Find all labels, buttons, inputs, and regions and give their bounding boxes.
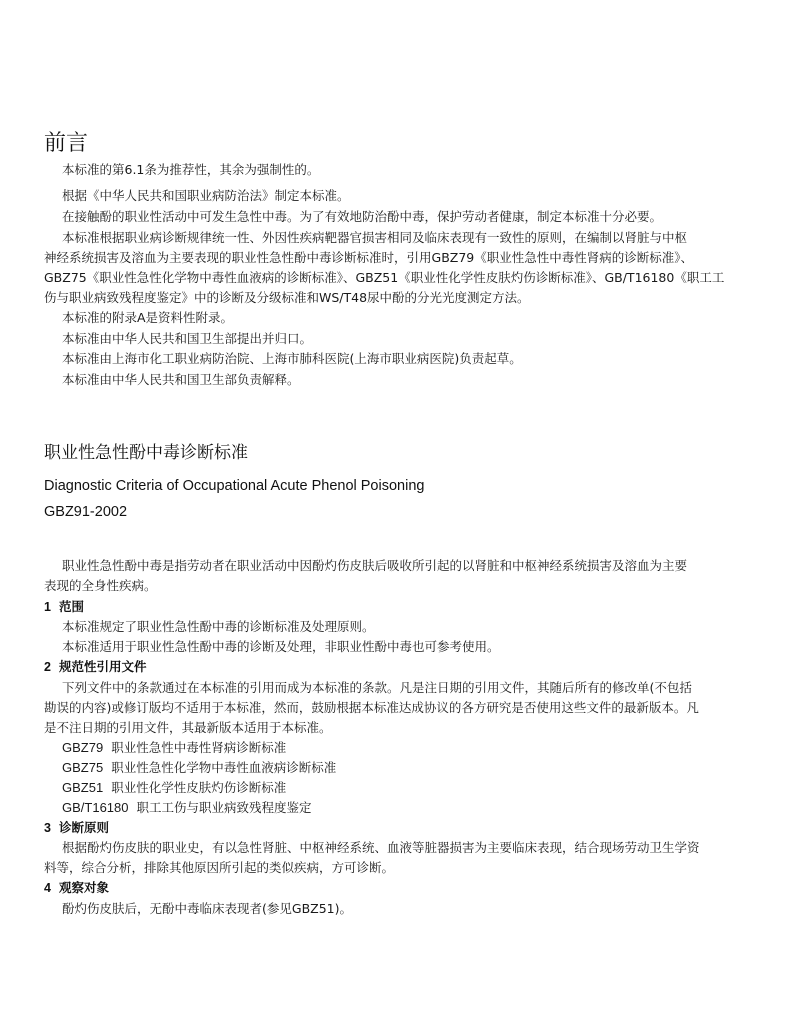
section-number: 1: [44, 600, 51, 614]
foreword-line: 伤与职业病致残程度鉴定》中的诊断及分级标准和WS/T48尿中酚的分光光度测定方法。: [44, 290, 530, 305]
standard-code: GBZ91-2002: [44, 504, 128, 520]
section-heading-observation-subjects: [44, 878, 109, 898]
section-title: 范围: [58, 599, 84, 614]
section-number: 3: [44, 821, 51, 835]
section-title: 规范性引用文件: [58, 659, 147, 674]
reference-code: GBZ51: [62, 780, 104, 795]
foreword-line: 根据《中华人民共和国职业病防治法》制定本标准。: [62, 188, 350, 203]
section-title: 观察对象: [58, 880, 109, 895]
section-heading-normative-references: [44, 657, 146, 677]
reference-item: [62, 778, 286, 798]
intro-line: 表现的全身性疾病。: [44, 578, 157, 593]
standard-english-title: Diagnostic Criteria of Occupational Acute Phenol Poisoning: [44, 478, 425, 494]
reference-item: [62, 798, 312, 818]
section-heading-diagnostic-principles: [44, 818, 109, 838]
reference-code: GBZ79: [62, 740, 104, 755]
reference-code: GBZ75: [62, 760, 104, 775]
reference-title: 职业性急性中毒性肾病诊断标准: [111, 740, 287, 755]
foreword-line: 在接触酚的职业性活动中可发生急性中毒。为了有效地防治酚中毒，保护劳动者健康，制定本标准十分必要。: [62, 209, 663, 224]
reference-code: GB/T16180: [62, 800, 129, 815]
reference-title: 职业性急性化学物中毒性血液病诊断标准: [111, 760, 337, 775]
section-line: 下列文件中的条款通过在本标准的引用而成为本标准的条款。凡是注日期的引用文件，其随后所有的修改单(不包括: [62, 680, 692, 695]
section-heading-scope: [44, 597, 84, 617]
foreword-line: 本标准根据职业病诊断规律统一性、外因性疾病靶器官损害相同及临床表现有一致性的原则，在编制以肾脏与中枢: [62, 230, 688, 245]
section-line: 勘误的内容)或修订版均不适用于本标准，然而，鼓励根据本标准达成协议的各方研究是否使用这些文件的最新版本。凡: [44, 700, 699, 715]
standard-title: 职业性急性酚中毒诊断标准: [44, 443, 248, 463]
section-line: 酚灼伤皮肤后，无酚中毒临床表现者(参见GBZ51)。: [62, 901, 352, 916]
foreword-title: 前言: [44, 131, 89, 156]
foreword-line: 神经系统损害及溶血为主要表现的职业性急性酚中毒诊断标准时，引用GBZ79《职业性急性中毒性肾病的诊断标准》、: [44, 250, 693, 265]
section-line: 根据酚灼伤皮肤的职业史，有以急性肾脏、中枢神经系统、血液等脏器损害为主要临床表现，结合现场劳动卫生学资: [62, 840, 700, 855]
section-line: 本标准适用于职业性急性酚中毒的诊断及处理，非职业性酚中毒也可参考使用。: [62, 639, 500, 654]
foreword-line: 本标准的第6.1条为推荐性，其余为强制性的。: [62, 162, 320, 177]
reference-item: [62, 758, 336, 778]
section-line: 本标准规定了职业性急性酚中毒的诊断标准及处理原则。: [62, 619, 375, 634]
foreword-line: 本标准由中华人民共和国卫生部提出并归口。: [62, 331, 313, 346]
foreword-line: 本标准由中华人民共和国卫生部负责解释。: [62, 372, 300, 387]
foreword-line: 本标准由上海市化工职业病防治院、上海市肺科医院(上海市职业病医院)负责起草。: [62, 351, 522, 366]
section-line: 是不注日期的引用文件，其最新版本适用于本标准。: [44, 720, 332, 735]
foreword-line: GBZ75《职业性急性化学物中毒性血液病的诊断标准》、GBZ51《职业性化学性皮肤灼伤诊断标准》、GB/T16180《职工工: [44, 270, 725, 285]
reference-title: 职业性化学性皮肤灼伤诊断标准: [111, 780, 287, 795]
section-line: 料等，综合分析，排除其他原因所引起的类似疾病，方可诊断。: [44, 860, 395, 875]
intro-line: 职业性急性酚中毒是指劳动者在职业活动中因酚灼伤皮肤后吸收所引起的以肾脏和中枢神经系统损害及溶血为主要: [62, 558, 688, 573]
section-number: 4: [44, 881, 51, 895]
section-title: 诊断原则: [58, 820, 109, 835]
reference-title: 职工工伤与职业病致残程度鉴定: [136, 800, 312, 815]
reference-item: [62, 738, 286, 758]
foreword-line: 本标准的附录A是资料性附录。: [62, 310, 234, 325]
section-number: 2: [44, 660, 51, 674]
